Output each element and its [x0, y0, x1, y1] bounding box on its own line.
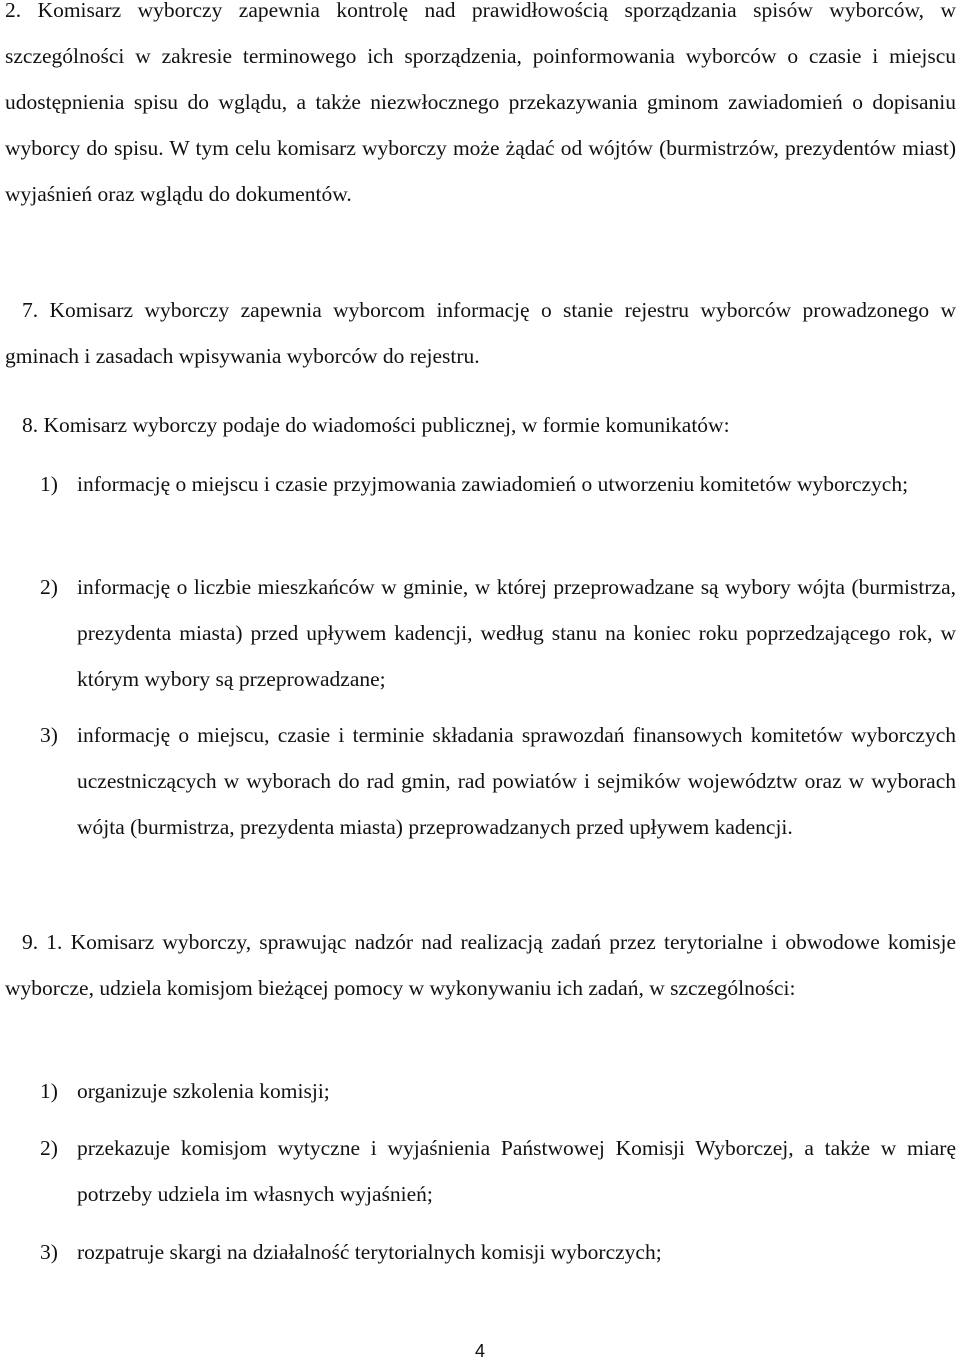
list-item-number: 2) [40, 1136, 58, 1160]
paragraph-2: 2. Komisarz wyborczy zapewnia kontrolę nad prawidłowością sporządzania spisów wyborców, w szczególności w zakresie terminowego ich sporządzenia, poinformowania wyborców o czasie i miejscu udostępnienia spisu do wglądu, a także niezwłocznego przekazywania gminom zawiadomień o dopisaniu wyborcy do spisu. W tym celu komisarz wyborczy może żądać od wójtów (burmistrzów, prezydentów miast) wyjaśnień oraz wglądu do dokumentów. [5, 0, 956, 206]
section-9-list-item [40, 1229, 956, 1275]
list-item-number: 3) [40, 1240, 58, 1264]
section-7: 7. Komisarz wyborczy zapewnia wyborcom informację o stanie rejestru wyborców prowadzonego w gminach i zasadach wpisywania wyborców do rejestru. [5, 298, 956, 368]
list-item-text: informację o miejscu i czasie przyjmowania zawiadomień o utworzeniu komitetów wyborczych; [77, 472, 909, 496]
section-9-intro: 9. 1. Komisarz wyborczy, sprawując nadzór nad realizacją zadań przez terytorialne i obwodowe komisje wyborcze, udziela komisjom bieżącej pomocy w wykonywaniu ich zadań, w szczególności: [5, 930, 956, 1000]
list-item-text: informację o miejscu, czasie i terminie składania sprawozdań finansowych komitetów wyborczych uczestniczących w wyborach do rad gmin, rad powiatów i sejmików województw oraz w wyborach wójta (burmistrza, prezydenta miasta) przeprowadzanych przed upływem kadencji. [77, 723, 956, 839]
section-9-list-item [40, 1125, 956, 1217]
section-8-list-item [40, 564, 956, 702]
section-8-list-item [40, 712, 956, 850]
list-item-number: 2) [40, 575, 58, 599]
list-item-number: 1) [40, 472, 58, 496]
section-9-list-item [40, 1068, 956, 1114]
list-item-number: 3) [40, 723, 58, 747]
page-number: 4 [474, 1341, 485, 1361]
list-item-text: przekazuje komisjom wytyczne i wyjaśnienia Państwowej Komisji Wyborczej, a także w miarę potrzeby udziela im własnych wyjaśnień; [77, 1136, 956, 1206]
list-item-text: organizuje szkolenia komisji; [77, 1079, 330, 1103]
list-item-text: informację o liczbie mieszkańców w gminie, w której przeprowadzane są wybory wójta (burmistrza, prezydenta miasta) przed upływem kadencji, według stanu na koniec roku poprzedzającego rok, w którym wybory są przeprowadzane; [77, 575, 956, 691]
list-item-text: rozpatruje skargi na działalność terytorialnych komisji wyborczych; [77, 1240, 662, 1264]
list-item-number: 1) [40, 1079, 58, 1103]
section-8-intro: 8. Komisarz wyborczy podaje do wiadomości publicznej, w formie komunikatów: [22, 413, 730, 437]
section-8-list-item [40, 461, 956, 507]
